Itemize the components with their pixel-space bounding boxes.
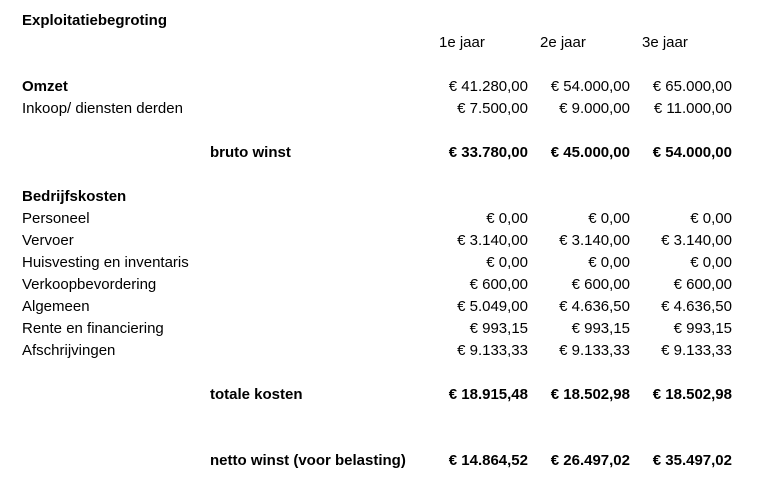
row-label-bruto-winst: bruto winst bbox=[210, 144, 291, 161]
row-label-rente-en-financiering: Rente en financiering bbox=[22, 320, 164, 337]
row-label-omzet: Omzet bbox=[22, 78, 68, 95]
cell-omzet-year-2: € 54.000,00 bbox=[550, 78, 630, 95]
cell-bruto-winst-year-1: € 33.780,00 bbox=[448, 144, 528, 161]
cell-omzet-year-1: € 41.280,00 bbox=[448, 78, 528, 95]
row-label-netto-winst: netto winst (voor belasting) bbox=[210, 452, 406, 469]
page-title: Exploitatiebegroting bbox=[22, 12, 168, 29]
row-label-totale-kosten: totale kosten bbox=[210, 386, 303, 403]
cell-algemeen-year-2: € 4.636,50 bbox=[559, 298, 630, 315]
cell-verkoopbevordering-year-3: € 600,00 bbox=[673, 276, 732, 293]
row-label-verkoopbevordering: Verkoopbevordering bbox=[22, 276, 157, 293]
cell-afschrijvingen-year-1: € 9.133,33 bbox=[457, 342, 528, 359]
column-header-year-3: 3e jaar bbox=[642, 34, 688, 51]
column-header-year-2: 2e jaar bbox=[540, 34, 586, 51]
cell-bruto-winst-year-3: € 54.000,00 bbox=[652, 144, 732, 161]
cell-vervoer-year-2: € 3.140,00 bbox=[559, 232, 630, 249]
cell-vervoer-year-3: € 3.140,00 bbox=[661, 232, 732, 249]
cell-huisvesting-year-2: € 0,00 bbox=[588, 254, 630, 271]
row-label-personeel: Personeel bbox=[22, 210, 90, 227]
cell-rente-year-1: € 993,15 bbox=[469, 320, 528, 337]
cell-totale-kosten-year-1: € 18.915,48 bbox=[448, 386, 528, 403]
column-header-year-1: 1e jaar bbox=[439, 34, 485, 51]
cell-afschrijvingen-year-2: € 9.133,33 bbox=[559, 342, 630, 359]
cell-afschrijvingen-year-3: € 9.133,33 bbox=[661, 342, 732, 359]
cell-rente-year-3: € 993,15 bbox=[673, 320, 732, 337]
cell-personeel-year-1: € 0,00 bbox=[486, 210, 528, 227]
cell-inkoop-year-1: € 7.500,00 bbox=[457, 100, 528, 117]
cell-totale-kosten-year-3: € 18.502,98 bbox=[652, 386, 732, 403]
row-label-inkoop: Inkoop/ diensten derden bbox=[22, 100, 183, 117]
cell-omzet-year-3: € 65.000,00 bbox=[652, 78, 732, 95]
cell-netto-winst-year-2: € 26.497,02 bbox=[550, 452, 630, 469]
row-label-huisvesting: Huisvesting en inventaris bbox=[22, 254, 189, 271]
cell-netto-winst-year-3: € 35.497,02 bbox=[652, 452, 732, 469]
cell-totale-kosten-year-2: € 18.502,98 bbox=[550, 386, 630, 403]
section-heading-bedrijfskosten: Bedrijfskosten bbox=[22, 188, 127, 205]
cell-verkoopbevordering-year-1: € 600,00 bbox=[469, 276, 528, 293]
cell-inkoop-year-3: € 11.000,00 bbox=[653, 100, 732, 117]
cell-bruto-winst-year-2: € 45.000,00 bbox=[550, 144, 630, 161]
row-label-algemeen: Algemeen bbox=[22, 298, 90, 315]
row-label-afschrijvingen: Afschrijvingen bbox=[22, 342, 116, 359]
cell-netto-winst-year-1: € 14.864,52 bbox=[448, 452, 528, 469]
cell-inkoop-year-2: € 9.000,00 bbox=[559, 100, 630, 117]
row-label-vervoer: Vervoer bbox=[22, 232, 74, 249]
cell-personeel-year-2: € 0,00 bbox=[588, 210, 630, 227]
cell-vervoer-year-1: € 3.140,00 bbox=[457, 232, 528, 249]
cell-algemeen-year-1: € 5.049,00 bbox=[457, 298, 528, 315]
cell-huisvesting-year-1: € 0,00 bbox=[486, 254, 528, 271]
cell-huisvesting-year-3: € 0,00 bbox=[690, 254, 732, 271]
cell-verkoopbevordering-year-2: € 600,00 bbox=[571, 276, 630, 293]
cell-personeel-year-3: € 0,00 bbox=[690, 210, 732, 227]
cell-rente-year-2: € 993,15 bbox=[571, 320, 630, 337]
cell-algemeen-year-3: € 4.636,50 bbox=[661, 298, 732, 315]
